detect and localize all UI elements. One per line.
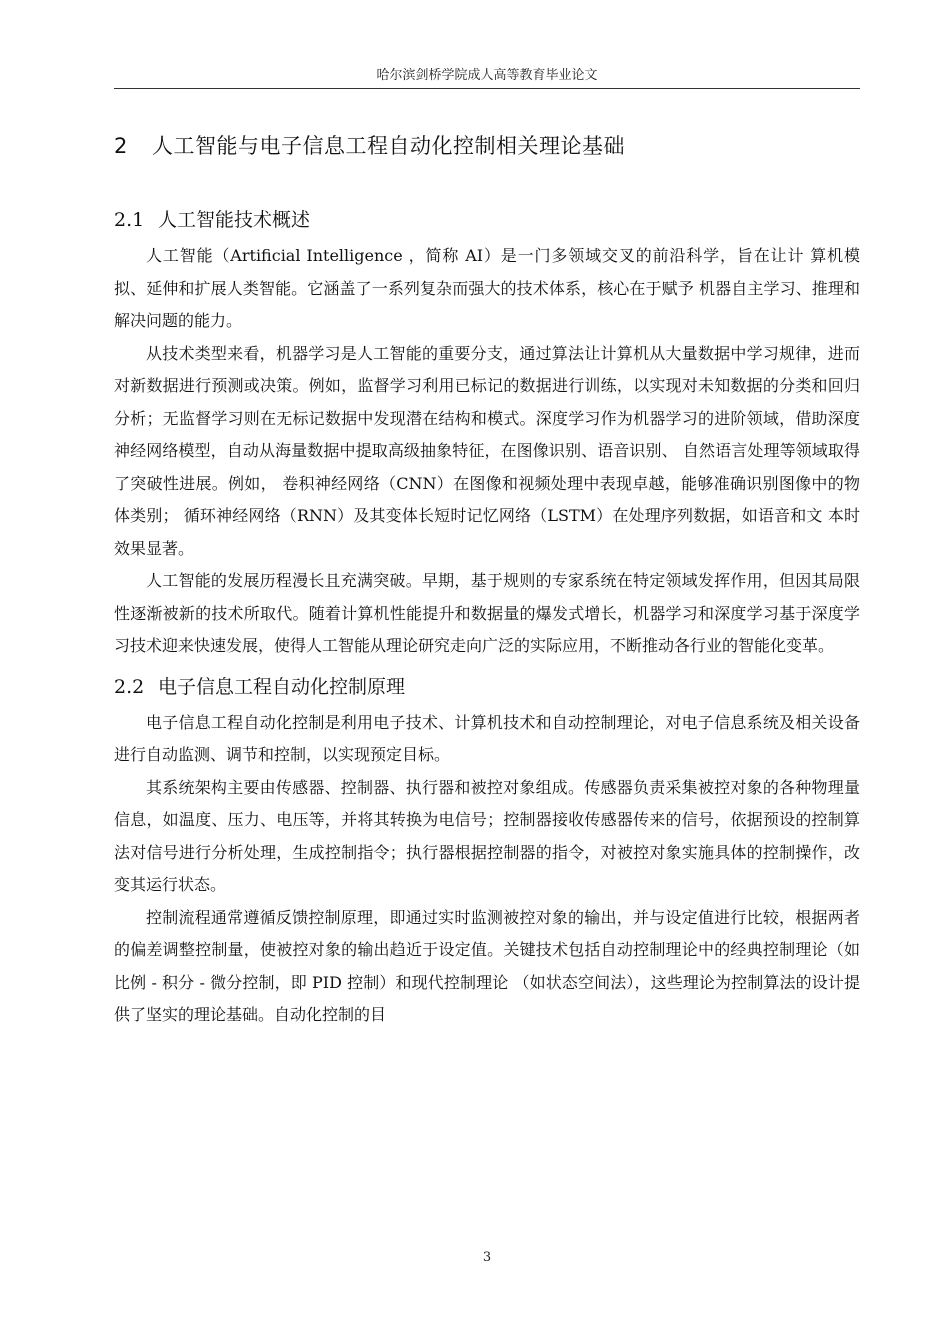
chapter-title: 人工智能与电子信息工程自动化控制相关理论基础 (152, 134, 625, 158)
paragraph: 从技术类型来看，机器学习是人工智能的重要分支，通过算法让计算机从大量数据中学习规律，进而对新数据进行预测或决策。例如，监督学习利用已标记的数据进行训练，以实现对未知数据的分类和回归分析；无监督学习则在无标记数据中发现潜在结构和模式。深度学习作为机器学习的进阶领域，借助深度神经网络模型，自动从海量数据中提取高级抽象特征，在图像识别、语音识别、 自然语言处理等领域取得了突破性进展。例如， 卷积神经网络（CNN）在图像和视频处理中表现卓越，能够准确识别图像中的物体类别； 循环神经网络（RNN）及其变体长短时记忆网络（LSTM）在处理序列数据，如语音和文 本时效果显著。 (114, 343, 860, 558)
paragraph: 其系统架构主要由传感器、控制器、执行器和被控对象组成。传感器负责采集被控对象的各种物理量信息，如温度、压力、电压等，并将其转换为电信号；控制器接收传感器传来的信号，依据预设的控制算法对信号进行分析处理，生成控制指令；执行器根据控制器的指令，对被控对象实施具体的控制操作，改变其运行状态。 (114, 777, 860, 894)
chapter-number: 2 (114, 134, 128, 158)
document-body (114, 118, 860, 1032)
header-rule (114, 88, 860, 89)
paragraph: 人工智能的发展历程漫长且充满突破。早期，基于规则的专家系统在特定领域发挥作用，但因其局限性逐渐被新的技术所取代。随着计算机性能提升和数据量的爆发式增长，机器学习和深度学习基于深度学习技术迎来快速发展，使得人工智能从理论研究走向广泛的实际应用，不断推动各行业的智能化变革。 (114, 571, 860, 655)
page-number: 3 (482, 1250, 492, 1265)
section-heading-2-2 (114, 667, 860, 707)
section-title: 人工智能技术概述 (158, 209, 311, 231)
chapter-heading (114, 124, 860, 168)
paragraph: 人工智能（Artificial Intelligence ，简称 AI）是一门多领域交叉的前沿科学，旨在让计 算机模拟、延伸和扩展人类智能。它涵盖了一系列复杂而强大的技术体系，核心在于赋予 机器自主学习、推理和解决问题的能力。 (114, 246, 860, 330)
section-number: 2.2 (114, 675, 145, 698)
section-title: 电子信息工程自动化控制原理 (158, 675, 406, 698)
section-heading-2-1 (114, 200, 860, 240)
section-number: 2.1 (114, 209, 145, 231)
paragraph: 电子信息工程自动化控制是利用电子技术、计算机技术和自动控制理论，对电子信息系统及相关设备进行自动监测、调节和控制，以实现预定目标。 (114, 712, 860, 764)
page-header: 哈尔滨剑桥学院成人高等教育毕业论文 (376, 68, 598, 83)
paragraph: 控制流程通常遵循反馈控制原理，即通过实时监测被控对象的输出，并与设定值进行比较，根据两者的偏差调整控制量，使被控对象的输出趋近于设定值。关键技术包括自动控制理论中的经典控制理论（如比例 - 积分 - 微分控制，即 PID 控制）和现代控制理论 （如状态空间法），这些理论为控制算法的设计提供了坚实的理论基础。自动化控制的目 (114, 907, 860, 1024)
